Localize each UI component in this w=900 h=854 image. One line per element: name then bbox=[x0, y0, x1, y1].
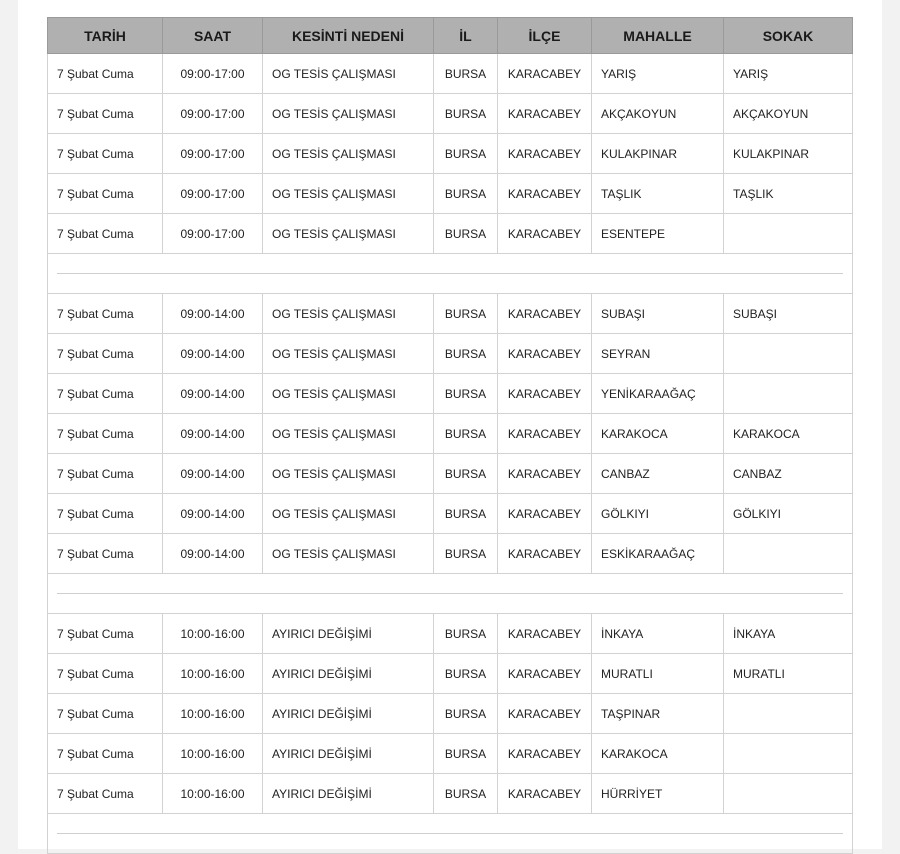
province-cell: BURSA bbox=[434, 214, 498, 254]
table-row bbox=[48, 54, 853, 94]
district-cell: KARACABEY bbox=[498, 494, 592, 534]
district-cell: KARACABEY bbox=[498, 94, 592, 134]
province-cell: BURSA bbox=[434, 694, 498, 734]
reason-cell: OG TESİS ÇALIŞMASI bbox=[263, 294, 434, 334]
reason-cell: OG TESİS ÇALIŞMASI bbox=[263, 134, 434, 174]
reason-cell: OG TESİS ÇALIŞMASI bbox=[263, 414, 434, 454]
time-cell: 09:00-14:00 bbox=[163, 374, 263, 414]
district-cell: KARACABEY bbox=[498, 654, 592, 694]
reason-cell: OG TESİS ÇALIŞMASI bbox=[263, 54, 434, 94]
street-cell bbox=[724, 694, 853, 734]
table-row bbox=[48, 374, 853, 414]
separator-line bbox=[57, 593, 843, 594]
province-cell: BURSA bbox=[434, 294, 498, 334]
table-row bbox=[48, 774, 853, 814]
time-cell: 10:00-16:00 bbox=[163, 654, 263, 694]
time-cell: 09:00-17:00 bbox=[163, 134, 263, 174]
time-cell: 10:00-16:00 bbox=[163, 734, 263, 774]
street-cell: SUBAŞI bbox=[724, 294, 853, 334]
reason-cell: OG TESİS ÇALIŞMASI bbox=[263, 494, 434, 534]
neighborhood-cell: KARAKOCA bbox=[592, 734, 724, 774]
column-header-reason: KESİNTİ NEDENİ bbox=[263, 18, 434, 54]
time-cell: 09:00-14:00 bbox=[163, 534, 263, 574]
reason-cell: AYIRICI DEĞİŞİMİ bbox=[263, 774, 434, 814]
district-cell: KARACABEY bbox=[498, 694, 592, 734]
column-header-date: TARİH bbox=[48, 18, 163, 54]
time-cell: 09:00-17:00 bbox=[163, 214, 263, 254]
province-cell: BURSA bbox=[434, 54, 498, 94]
time-cell: 09:00-17:00 bbox=[163, 174, 263, 214]
street-cell: İNKAYA bbox=[724, 614, 853, 654]
neighborhood-cell: KARAKOCA bbox=[592, 414, 724, 454]
date-cell: 7 Şubat Cuma bbox=[48, 174, 163, 214]
table-body bbox=[48, 54, 853, 854]
date-cell: 7 Şubat Cuma bbox=[48, 414, 163, 454]
district-cell: KARACABEY bbox=[498, 54, 592, 94]
neighborhood-cell: MURATLI bbox=[592, 654, 724, 694]
time-cell: 09:00-14:00 bbox=[163, 454, 263, 494]
column-header-neighborhood: MAHALLE bbox=[592, 18, 724, 54]
province-cell: BURSA bbox=[434, 334, 498, 374]
neighborhood-cell: TAŞPINAR bbox=[592, 694, 724, 734]
street-cell: TAŞLIK bbox=[724, 174, 853, 214]
district-cell: KARACABEY bbox=[498, 134, 592, 174]
street-cell bbox=[724, 534, 853, 574]
group-separator-row bbox=[48, 254, 853, 294]
neighborhood-cell: SUBAŞI bbox=[592, 294, 724, 334]
province-cell: BURSA bbox=[434, 654, 498, 694]
neighborhood-cell: AKÇAKOYUN bbox=[592, 94, 724, 134]
province-cell: BURSA bbox=[434, 534, 498, 574]
neighborhood-cell: İNKAYA bbox=[592, 614, 724, 654]
column-header-district: İLÇE bbox=[498, 18, 592, 54]
street-cell bbox=[724, 374, 853, 414]
reason-cell: AYIRICI DEĞİŞİMİ bbox=[263, 734, 434, 774]
time-cell: 09:00-17:00 bbox=[163, 54, 263, 94]
date-cell: 7 Şubat Cuma bbox=[48, 54, 163, 94]
time-cell: 09:00-17:00 bbox=[163, 94, 263, 134]
date-cell: 7 Şubat Cuma bbox=[48, 454, 163, 494]
table-row bbox=[48, 734, 853, 774]
group-separator-row bbox=[48, 814, 853, 854]
neighborhood-cell: YARIŞ bbox=[592, 54, 724, 94]
province-cell: BURSA bbox=[434, 374, 498, 414]
reason-cell: AYIRICI DEĞİŞİMİ bbox=[263, 654, 434, 694]
street-cell: AKÇAKOYUN bbox=[724, 94, 853, 134]
street-cell: KULAKPINAR bbox=[724, 134, 853, 174]
district-cell: KARACABEY bbox=[498, 454, 592, 494]
district-cell: KARACABEY bbox=[498, 774, 592, 814]
table-row bbox=[48, 414, 853, 454]
neighborhood-cell: ESKİKARAAĞAÇ bbox=[592, 534, 724, 574]
separator-line bbox=[57, 273, 843, 274]
table-row bbox=[48, 294, 853, 334]
date-cell: 7 Şubat Cuma bbox=[48, 334, 163, 374]
street-cell bbox=[724, 774, 853, 814]
table-row bbox=[48, 214, 853, 254]
neighborhood-cell: GÖLKIYI bbox=[592, 494, 724, 534]
district-cell: KARACABEY bbox=[498, 174, 592, 214]
time-cell: 10:00-16:00 bbox=[163, 614, 263, 654]
date-cell: 7 Şubat Cuma bbox=[48, 774, 163, 814]
neighborhood-cell: TAŞLIK bbox=[592, 174, 724, 214]
district-cell: KARACABEY bbox=[498, 294, 592, 334]
table-row bbox=[48, 454, 853, 494]
street-cell: CANBAZ bbox=[724, 454, 853, 494]
reason-cell: OG TESİS ÇALIŞMASI bbox=[263, 454, 434, 494]
date-cell: 7 Şubat Cuma bbox=[48, 374, 163, 414]
province-cell: BURSA bbox=[434, 174, 498, 214]
province-cell: BURSA bbox=[434, 734, 498, 774]
district-cell: KARACABEY bbox=[498, 614, 592, 654]
province-cell: BURSA bbox=[434, 134, 498, 174]
district-cell: KARACABEY bbox=[498, 734, 592, 774]
province-cell: BURSA bbox=[434, 614, 498, 654]
province-cell: BURSA bbox=[434, 494, 498, 534]
street-cell: YARIŞ bbox=[724, 54, 853, 94]
reason-cell: AYIRICI DEĞİŞİMİ bbox=[263, 614, 434, 654]
date-cell: 7 Şubat Cuma bbox=[48, 614, 163, 654]
date-cell: 7 Şubat Cuma bbox=[48, 94, 163, 134]
reason-cell: OG TESİS ÇALIŞMASI bbox=[263, 214, 434, 254]
date-cell: 7 Şubat Cuma bbox=[48, 294, 163, 334]
table-row bbox=[48, 614, 853, 654]
date-cell: 7 Şubat Cuma bbox=[48, 534, 163, 574]
reason-cell: OG TESİS ÇALIŞMASI bbox=[263, 534, 434, 574]
reason-cell: AYIRICI DEĞİŞİMİ bbox=[263, 694, 434, 734]
district-cell: KARACABEY bbox=[498, 414, 592, 454]
province-cell: BURSA bbox=[434, 414, 498, 454]
table-row bbox=[48, 494, 853, 534]
neighborhood-cell: SEYRAN bbox=[592, 334, 724, 374]
time-cell: 09:00-14:00 bbox=[163, 334, 263, 374]
date-cell: 7 Şubat Cuma bbox=[48, 494, 163, 534]
province-cell: BURSA bbox=[434, 774, 498, 814]
date-cell: 7 Şubat Cuma bbox=[48, 694, 163, 734]
table-row bbox=[48, 174, 853, 214]
time-cell: 09:00-14:00 bbox=[163, 294, 263, 334]
neighborhood-cell: CANBAZ bbox=[592, 454, 724, 494]
reason-cell: OG TESİS ÇALIŞMASI bbox=[263, 174, 434, 214]
street-cell bbox=[724, 214, 853, 254]
table-row bbox=[48, 134, 853, 174]
street-cell: GÖLKIYI bbox=[724, 494, 853, 534]
neighborhood-cell: KULAKPINAR bbox=[592, 134, 724, 174]
table-row bbox=[48, 694, 853, 734]
district-cell: KARACABEY bbox=[498, 334, 592, 374]
column-header-province: İL bbox=[434, 18, 498, 54]
table-row bbox=[48, 334, 853, 374]
neighborhood-cell: YENİKARAAĞAÇ bbox=[592, 374, 724, 414]
street-cell bbox=[724, 734, 853, 774]
date-cell: 7 Şubat Cuma bbox=[48, 734, 163, 774]
time-cell: 09:00-14:00 bbox=[163, 414, 263, 454]
reason-cell: OG TESİS ÇALIŞMASI bbox=[263, 374, 434, 414]
street-cell: MURATLI bbox=[724, 654, 853, 694]
time-cell: 09:00-14:00 bbox=[163, 494, 263, 534]
district-cell: KARACABEY bbox=[498, 374, 592, 414]
reason-cell: OG TESİS ÇALIŞMASI bbox=[263, 94, 434, 134]
neighborhood-cell: ESENTEPE bbox=[592, 214, 724, 254]
table-header bbox=[48, 18, 853, 54]
time-cell: 10:00-16:00 bbox=[163, 774, 263, 814]
separator-line bbox=[57, 833, 843, 834]
district-cell: KARACABEY bbox=[498, 214, 592, 254]
date-cell: 7 Şubat Cuma bbox=[48, 654, 163, 694]
province-cell: BURSA bbox=[434, 454, 498, 494]
date-cell: 7 Şubat Cuma bbox=[48, 214, 163, 254]
column-header-time: SAAT bbox=[163, 18, 263, 54]
province-cell: BURSA bbox=[434, 94, 498, 134]
group-separator-row bbox=[48, 574, 853, 614]
header-row bbox=[48, 18, 853, 54]
column-header-street: SOKAK bbox=[724, 18, 853, 54]
table-row bbox=[48, 94, 853, 134]
date-cell: 7 Şubat Cuma bbox=[48, 134, 163, 174]
neighborhood-cell: HÜRRİYET bbox=[592, 774, 724, 814]
table-row bbox=[48, 534, 853, 574]
street-cell: KARAKOCA bbox=[724, 414, 853, 454]
street-cell bbox=[724, 334, 853, 374]
district-cell: KARACABEY bbox=[498, 534, 592, 574]
outage-table bbox=[47, 17, 853, 854]
reason-cell: OG TESİS ÇALIŞMASI bbox=[263, 334, 434, 374]
table-row bbox=[48, 654, 853, 694]
page-content bbox=[18, 0, 882, 849]
time-cell: 10:00-16:00 bbox=[163, 694, 263, 734]
